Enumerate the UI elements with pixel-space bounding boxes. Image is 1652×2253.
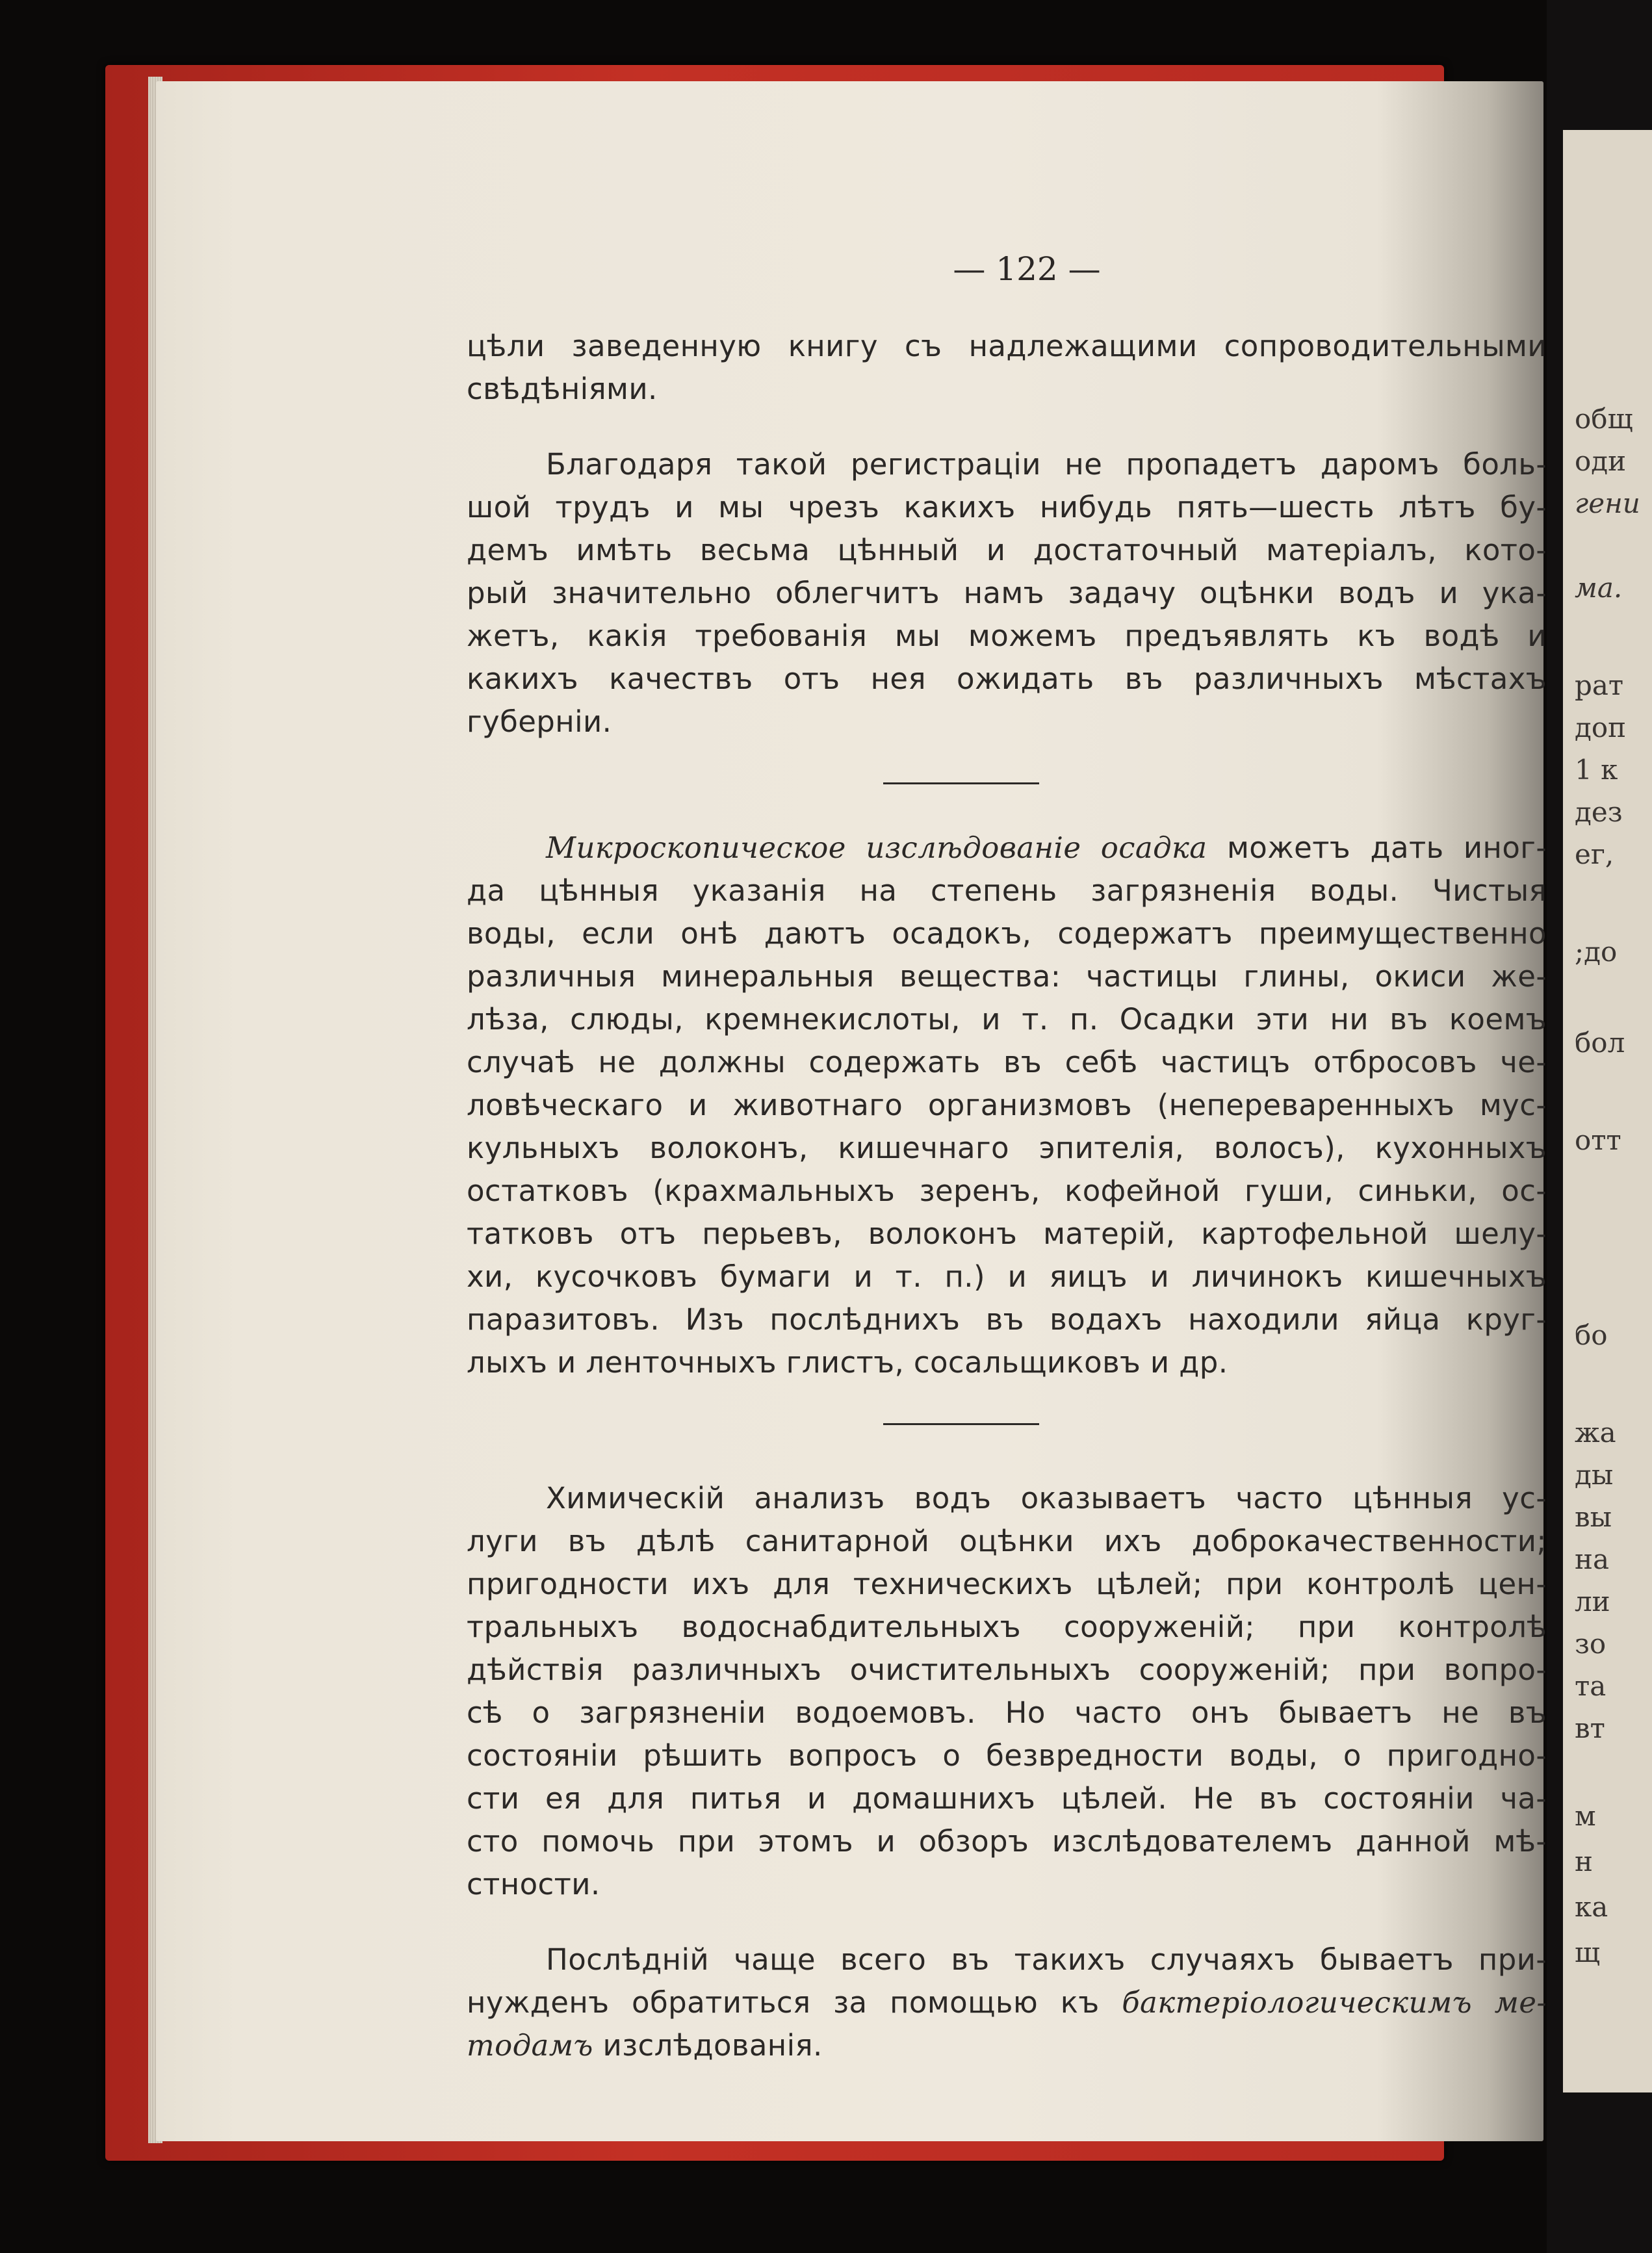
facing-fragment: ;до bbox=[1575, 936, 1618, 968]
facing-fragment: бо bbox=[1575, 1319, 1608, 1351]
facing-fragment: вт bbox=[1575, 1712, 1605, 1744]
text-line: дѣйствія различныхъ очистительныхъ сооруженій; при вопро- bbox=[467, 1653, 1547, 1687]
facing-fragment: на bbox=[1575, 1543, 1610, 1575]
text-line: паразитовъ. Изъ послѣднихъ въ водахъ находили яйца круг- bbox=[467, 1302, 1547, 1337]
section-divider bbox=[883, 782, 1039, 784]
text-line: какихъ качествъ отъ нея ожидать въ различныхъ мѣстахъ bbox=[467, 662, 1547, 696]
text-line: сто помочь при этомъ и обзоръ изслѣдователемъ данной мѣ- bbox=[467, 1824, 1547, 1859]
text-line: сти ея для питья и домашнихъ цѣлей. Не въ состояніи ча- bbox=[467, 1781, 1547, 1816]
text-line: лѣза, слюды, кремнекислоты, и т. п. Осадки эти ни въ коемъ bbox=[467, 1002, 1547, 1036]
text-fragment: изслѣдованія. bbox=[602, 2028, 823, 2063]
text-line: остатковъ (крахмальныхъ зеренъ, кофейной гуши, синьки, ос- bbox=[467, 1174, 1547, 1208]
facing-fragment: рат bbox=[1575, 669, 1624, 701]
text-line: жетъ, какія требованія мы можемъ предъявлять къ водѣ и bbox=[467, 619, 1547, 653]
text-line bbox=[467, 827, 1547, 869]
text-line: случаѣ не должны содержать въ себѣ частицъ отбросовъ че- bbox=[467, 1045, 1547, 1079]
text-line: свѣдѣніями. bbox=[467, 372, 658, 406]
text-line: цѣли заведенную книгу съ надлежащими сопроводительными bbox=[467, 329, 1547, 363]
paragraph-chemical-analysis bbox=[467, 1477, 1547, 1906]
page-number: — 122 — bbox=[953, 250, 1101, 288]
text-line: состояніи рѣшить вопросъ о безвредности воды, о пригодно- bbox=[467, 1738, 1547, 1773]
text-line: татковъ отъ перьевъ, волоконъ матерій, картофельной шелу- bbox=[467, 1217, 1547, 1251]
italic-term: тодамъ bbox=[467, 2028, 593, 2063]
text-line: стности. bbox=[467, 1867, 600, 1901]
facing-fragment: жа bbox=[1575, 1417, 1616, 1448]
text-line: пригодности ихъ для техническихъ цѣлей; при контролѣ цен- bbox=[467, 1567, 1547, 1601]
facing-fragment: бол bbox=[1575, 1027, 1625, 1059]
text-fragment: нужденъ обратиться за помощью къ bbox=[467, 1985, 1100, 2020]
text-line: рый значительно облегчитъ намъ задачу оцѣнки водъ и ука- bbox=[467, 576, 1547, 610]
text-line bbox=[467, 1981, 1547, 2024]
italic-term: бактеріологическимъ ме- bbox=[1122, 1985, 1547, 2020]
text-fragment: можетъ дать иног- bbox=[1226, 830, 1547, 865]
facing-fragment: общ bbox=[1575, 403, 1633, 435]
facing-fragment: щ bbox=[1575, 1937, 1601, 1968]
facing-fragment: м bbox=[1575, 1800, 1596, 1832]
text-line: да цѣнныя указанія на степень загрязненія воды. Чистыя bbox=[467, 873, 1547, 908]
text-line: тральныхъ водоснабдительныхъ сооруженій; при контролѣ bbox=[467, 1610, 1547, 1644]
page-text bbox=[467, 325, 1547, 2106]
facing-fragment: отт bbox=[1575, 1124, 1621, 1156]
facing-fragment: ды bbox=[1575, 1459, 1614, 1491]
facing-fragment: вы bbox=[1575, 1501, 1612, 1533]
facing-fragment: ег, bbox=[1575, 838, 1614, 870]
text-line: кульныхъ волоконъ, кишечнаго эпителія, волосъ), кухонныхъ bbox=[467, 1131, 1547, 1165]
text-line: демъ имѣть весьма цѣнный и достаточный матеріалъ, кото- bbox=[467, 533, 1547, 567]
text-line: луги въ дѣлѣ санитарной оцѣнки ихъ доброкачественности; bbox=[467, 1524, 1547, 1558]
facing-fragment: оди bbox=[1575, 445, 1627, 477]
section-divider bbox=[883, 1423, 1039, 1425]
paragraph-benefit bbox=[467, 443, 1547, 743]
text-line: шой трудъ и мы чрезъ какихъ нибудь пять—шесть лѣтъ бу- bbox=[467, 490, 1547, 524]
facing-fragment: ка bbox=[1575, 1891, 1608, 1923]
text-line: воды, если онѣ даютъ осадокъ, содержатъ преимущественно bbox=[467, 916, 1547, 951]
text-line: хи, кусочковъ бумаги и т. п.) и яицъ и личинокъ кишечныхъ bbox=[467, 1259, 1547, 1294]
text-line: ловѣческаго и животнаго организмовъ (непереваренныхъ мус- bbox=[467, 1088, 1547, 1122]
text-line: лыхъ и ленточныхъ глистъ, сосальщиковъ и др. bbox=[467, 1345, 1228, 1380]
text-line: Послѣдній чаще всего въ такихъ случаяхъ бываетъ при- bbox=[546, 1942, 1547, 1977]
paragraph-bacteriology bbox=[467, 1938, 1547, 2067]
facing-fragment: зо bbox=[1575, 1628, 1607, 1660]
italic-heading: Микроскопическое изслѣдованіе осадка bbox=[546, 830, 1207, 865]
paragraph-registration bbox=[467, 325, 1547, 411]
text-line: Благодаря такой регистраціи не пропадетъ даромъ боль- bbox=[546, 447, 1547, 482]
text-line: губерніи. bbox=[467, 704, 612, 739]
facing-page bbox=[1563, 130, 1652, 2092]
facing-fragment: 1 к bbox=[1575, 754, 1618, 786]
facing-fragment: ли bbox=[1575, 1586, 1610, 1617]
paragraph-microscopy bbox=[467, 827, 1547, 1384]
facing-fragment: ма. bbox=[1575, 572, 1623, 604]
facing-fragment: гени bbox=[1575, 487, 1640, 519]
text-line: Химическій анализъ водъ оказываетъ часто цѣнныя ус- bbox=[546, 1481, 1547, 1515]
text-line: сѣ о загрязненіи водоемовъ. Но часто онъ бываетъ не въ bbox=[467, 1695, 1547, 1730]
facing-fragment: н bbox=[1575, 1846, 1593, 1877]
text-line bbox=[467, 2024, 1547, 2067]
text-line: различныя минеральныя вещества: частицы глины, окиси же- bbox=[467, 959, 1547, 994]
facing-fragment: дез bbox=[1575, 796, 1623, 828]
facing-fragment: та bbox=[1575, 1670, 1607, 1702]
facing-fragment: доп bbox=[1575, 712, 1627, 743]
